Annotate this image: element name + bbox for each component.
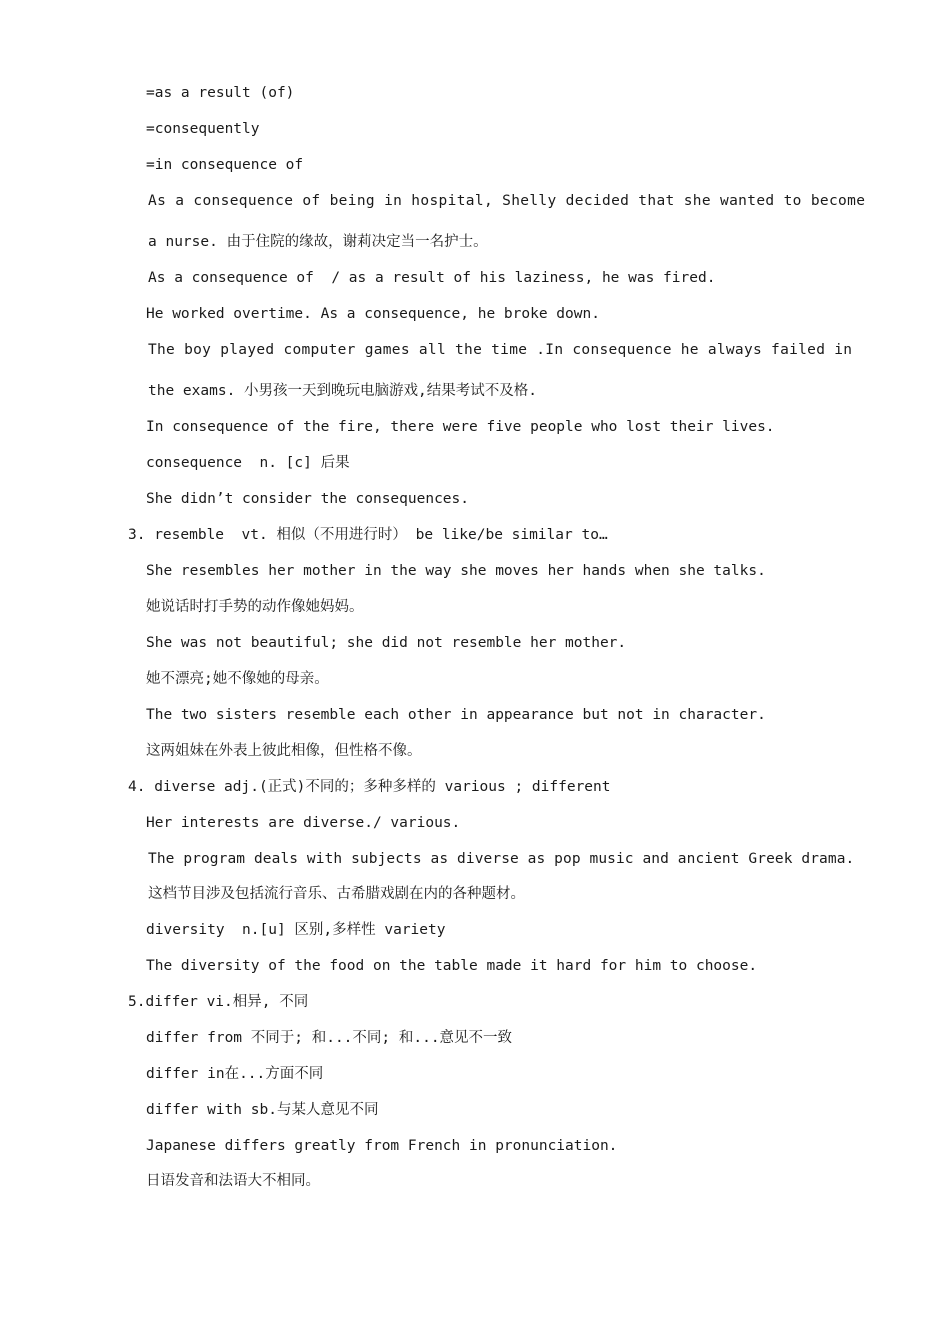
text-line: He worked overtime. As a consequence, he broke down. [146, 306, 600, 322]
text-line: a nurse. 由于住院的缘故，谢莉决定当一名护士。 [148, 234, 488, 250]
text-line: 她说话时打手势的动作像她妈妈。 [146, 599, 364, 615]
text-line: The two sisters resemble each other in appearance but not in character. [146, 707, 766, 723]
text-line: She was not beautiful; she did not resemble her mother. [146, 635, 627, 651]
text-line: The diversity of the food on the table made it hard for him to choose. [146, 958, 758, 974]
text-line: 5.differ vi.相异, 不同 [128, 994, 309, 1010]
text-line: She resembles her mother in the way she moves her hands when she talks. [146, 563, 766, 579]
text-line: In consequence of the fire, there were five people who lost their lives. [146, 419, 775, 435]
text-line: differ in在...方面不同 [146, 1066, 324, 1082]
text-line: Her interests are diverse./ various. [146, 815, 461, 831]
text-line: the exams. 小男孩一天到晚玩电脑游戏,结果考试不及格. [148, 383, 537, 399]
text-line: Japanese differs greatly from French in pronunciation. [146, 1138, 618, 1154]
text-line: As a consequence of being in hospital, Shelly decided that she wanted to become [148, 193, 866, 209]
text-line: differ from 不同于; 和...不同; 和...意见不一致 [146, 1030, 513, 1046]
text-line: consequence n. [c] 后果 [146, 455, 350, 471]
text-line: As a consequence of / as a result of his laziness, he was fired. [148, 270, 716, 286]
text-line: =consequently [146, 121, 260, 137]
text-line: 这档节目涉及包括流行音乐、古希腊戏剧在内的各种题材。 [148, 886, 525, 902]
text-line: The boy played computer games all the time .In consequence he always failed in [148, 342, 853, 358]
text-line: diversity n.[u] 区别,多样性 variety [146, 922, 446, 938]
text-line: differ with sb.与某人意见不同 [146, 1102, 379, 1118]
text-line: =as a result (of) [146, 85, 295, 101]
text-line: The program deals with subjects as diverse as pop music and ancient Greek drama. [148, 851, 855, 867]
text-line: 3. resemble vt. 相似（不用进行时） be like/be similar to… [128, 527, 608, 543]
text-line: 日语发音和法语大不相同。 [146, 1173, 320, 1189]
text-line: =in consequence of [146, 157, 304, 173]
text-line: She didn’t consider the consequences. [146, 491, 470, 507]
text-line: 4. diverse adj.(正式)不同的；多种多样的 various ; different [128, 779, 611, 795]
text-line: 她不漂亮;她不像她的母亲。 [146, 671, 329, 687]
text-line: 这两姐妹在外表上彼此相像，但性格不像。 [146, 743, 422, 759]
